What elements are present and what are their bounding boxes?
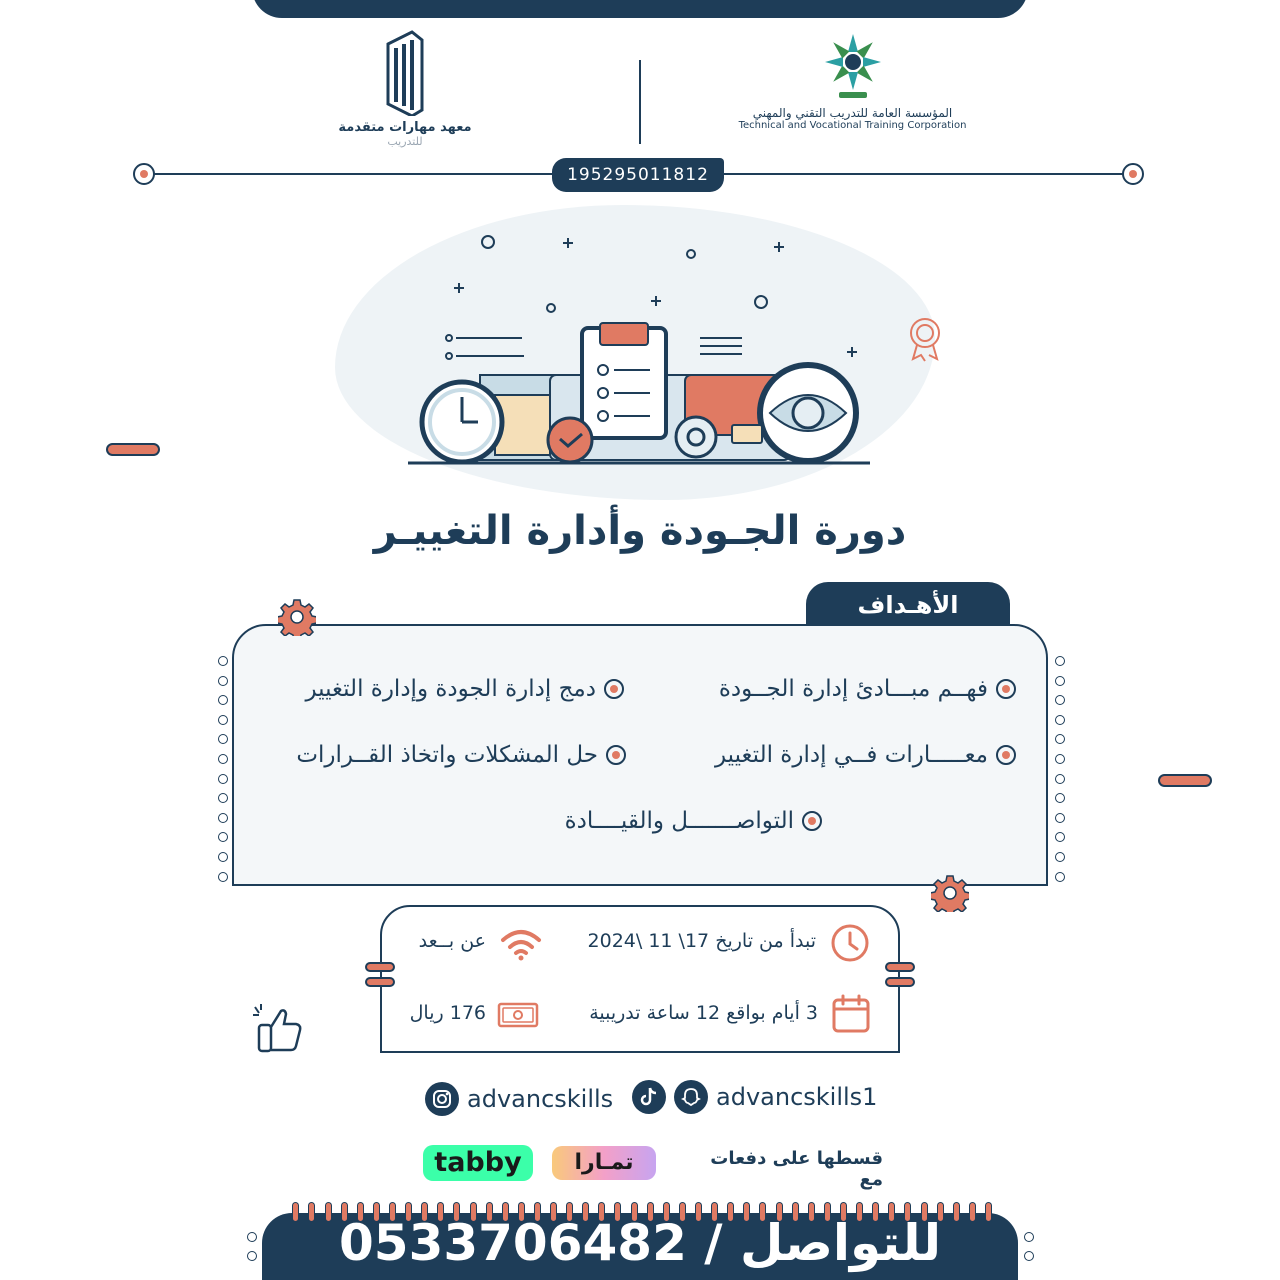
tiktok-icon [632, 1080, 666, 1114]
decor-clip [365, 962, 395, 972]
institute-logo [330, 30, 480, 150]
target-icon [133, 163, 155, 185]
decor-dash [1158, 774, 1212, 787]
snap-tiktok-handle[interactable]: advancskills1 [632, 1080, 877, 1114]
license-badge: 195295011812 [552, 158, 724, 192]
decor-clip [885, 962, 915, 972]
tvtc-name-ar: المؤسسة العامة للتدريب التقني والمهني [752, 106, 953, 120]
target-icon [606, 745, 626, 765]
snapchat-icon [674, 1080, 708, 1114]
course-info-card [380, 905, 900, 1053]
target-icon [1122, 163, 1144, 185]
money-icon [496, 998, 540, 1030]
decor-dots-right [1022, 1232, 1034, 1270]
gear-icon [931, 874, 969, 912]
goal-item: معـــــارات فــي إدارة التغيير [715, 742, 1016, 768]
decor-dots-left [216, 656, 228, 891]
goal-item: دمج إدارة الجودة وإدارة التغيير [305, 676, 624, 702]
thumbs-up-icon [251, 1003, 307, 1057]
institute-name: معهد مهارات متقدمة [338, 120, 472, 135]
duration: 3 أيام بواقع 12 ساعة تدريبية [589, 1002, 818, 1024]
institute-sub: للتدريب [387, 135, 423, 148]
calendar-icon [830, 993, 872, 1035]
start-date: تبدأ من تاريخ 17\ 11 \2024 [587, 930, 816, 952]
tvtc-name-en: Technical and Vocational Training Corporation [738, 120, 967, 131]
goal-item: حل المشكلات واتخاذ القــرارات [296, 742, 626, 768]
target-icon [604, 679, 624, 699]
decor-dots-right [1053, 656, 1065, 891]
installment-text: قسطها على دفعات مع [710, 1148, 883, 1190]
tabby-logo: tabby [423, 1145, 533, 1181]
delivery-mode: عن بــعد [418, 930, 486, 952]
target-icon [996, 745, 1016, 765]
tvtc-logo [735, 30, 970, 150]
clock-icon [830, 923, 870, 963]
decor-dash [106, 443, 160, 456]
goal-item: فهــم مبـــادئ إدارة الجــودة [719, 676, 1016, 702]
decor-dots-left [245, 1232, 257, 1270]
decor-clip [365, 977, 395, 987]
price: 176 ريال [409, 1002, 486, 1024]
target-icon [996, 679, 1016, 699]
instagram-icon [425, 1082, 459, 1116]
goal-item: التواصـــــــل والقيــــادة [565, 808, 822, 834]
quality-illustration [400, 225, 960, 475]
tamara-logo: تمـارا [552, 1146, 656, 1180]
logo-divider [639, 60, 641, 144]
course-title: دورة الجـودة وأدارة التغييـر [373, 508, 907, 554]
goals-tab: الأهـداف [806, 582, 1010, 626]
decor-clip [885, 977, 915, 987]
top-bar [252, 0, 1028, 18]
tvtc-logo-mark [821, 30, 885, 102]
gear-icon [278, 598, 316, 636]
institute-logo-mark [382, 30, 428, 116]
target-icon [802, 811, 822, 831]
instagram-handle[interactable]: advancskills [425, 1082, 613, 1116]
wifi-icon [499, 926, 543, 962]
contact-phone[interactable]: للتواصل / 0533706482 [338, 1214, 941, 1272]
